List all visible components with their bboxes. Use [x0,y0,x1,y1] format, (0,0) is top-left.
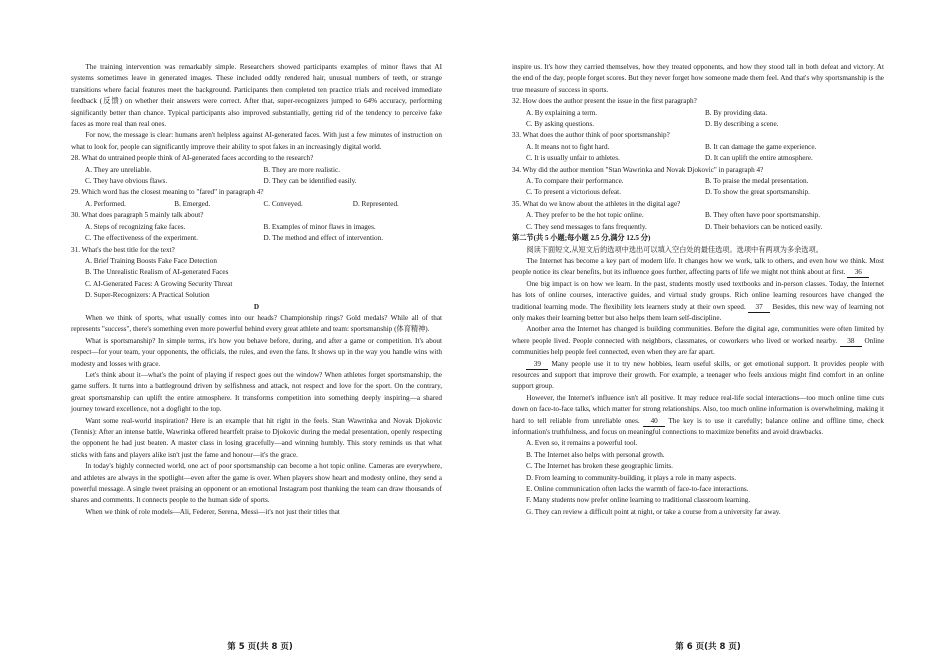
question-31: 31. What's the best title for the text? [71,245,175,254]
question-31-options [71,256,442,302]
passage-d-paragraph: When we think of sports, what usually comes into our heads? Championship rings? Gold medals? While all of that represents "success", there's something even more powerful behind every great athlete and team: sportsmanship (体育精神). [71,313,442,334]
option: D. The method and effect of intervention. [263,234,383,243]
passage-d-paragraph: In today's highly connected world, one act of poor sportsmanship can become a hot topic online. Cameras are everywhere, and athletes are always in the spotlight—even after the game is over. When players show heart and modesty online, they send a powerful message. A single tweet praising an opponent or an emotional Instagram post thanking the team can draw thousands of shares and comments. It connects people to the human side of sports. [71,462,442,505]
passage-c-paragraph: For now, the message is clear: humans aren't helpless against AI-generated faces. With just a few minutes of instruction on what to look for, people can significantly improve their ability to spot fakes in an increasingly digital world. [71,131,442,151]
option: B. It can damage the game experience. [705,142,817,151]
option: A. Steps of recognizing fake faces. [85,222,186,231]
question-28-options [71,165,442,188]
cloze-text: One big impact is on how we learn. In the past, students mostly used textbooks and in-person classes. Today, the Internet has lots of online courses, interactive guides, and virtual study groups. Rich online learning resources have changed the traditional learning mode. The flexibility lets learners study at their own speed. [512,279,884,311]
cloze-text: However, the Internet's influence isn't all positive. It may reduce real-life social interactions—too much online time cuts down on face-to-face talks, which matter for strong relationships. Also, too much online information is overwhelming, making it hard to tell reliable from unreliable ones. [512,393,884,425]
page-5-column [71,62,442,518]
cloze-text: The key is to use it carefully; balance online and offline time, check information's truthfulness, and focus on meaningful connections to maximize benefits and avoid drawbacks. [512,416,884,436]
option: B. They often have poor sportsmanship. [705,211,821,220]
passage-d-paragraph: Want some real-world inspiration? Here is an example that hit right in the feels. Stan Wawrinka and Novak Djokovic (Tennis): After an intense battle, Wawrinka offered heartfelt praise to Djokovic during the medal presentation, openly respecting the opponent he had just beaten. A master class in losing gracefully—and winning humbly. This story reminds us that what sticks with fans and players alike isn't just the fame and honour—it's the grace. [71,416,442,459]
passage-d-paragraph: When we think of role models—Ali, Federer, Serena, Messi—it's not just their titles that [85,507,340,516]
option: D. Their behaviors can be noticed easily. [705,222,823,231]
cloze-text: Another area the Internet has changed is building communities. Before the digital age, communities were often limited by where people lived. People connected with neighbors, classmates, or coworkers who lived or worked nearby. [512,325,884,345]
question-35-options [512,210,884,233]
cloze-paragraph [512,393,884,439]
option: D. By describing a scene. [705,120,779,129]
cloze-text: Many people use it to try new hobbies, learn useful skills, or get emotional support. It provides people with resources and support that improve their growth. For example, a teenager who feels anxious might find comfort in an online support group. [512,359,885,391]
option: C. Conveyed. [263,199,303,208]
option: B. Examples of minor flaws in images. [263,222,376,231]
choice-b: B. The Internet also helps with personal growth. [526,450,665,459]
option: C. By asking questions. [526,120,595,129]
passage-c-paragraph: The training intervention was remarkably simple. Researchers showed participants examples of minor flaws that AI systems sometimes leave in generated images. These included oddly rendered hair, unusual numbers of teeth, or strange transitions where facial features meet the background. Participants then completed ten practice trials and received immediate feedback (反馈) on whether their answers were correct. After that, super-recognizers jumped to 64% accuracy, performing significantly better than chance. Typical participants also improved substantially, getting rid of the tendency to perceive fake faces as more real than real ones. [71,63,442,129]
cloze-paragraph [512,256,884,279]
choice-f: F. Many students now prefer online learning to traditional classroom learning. [526,496,751,505]
question-32-options [512,108,884,131]
option: C. The effectiveness of the experiment. [85,234,198,243]
question-28: 28. What do untrained people think of AI-generated faces according to the research? [71,154,314,163]
question-34: 34. Why did the author mention "Stan Wawrinka and Novak Djokovic" in paragraph 4? [512,165,764,174]
question-29-options [71,199,442,210]
choice-g: G. They can review a difficult point at night, or take a course from a university far away. [526,507,781,516]
option: C. AI-Generated Faces: A Growing Security Threat [85,279,233,288]
blank-38: 38 [840,337,862,347]
option: B. They are more realistic. [263,165,341,174]
choice-d: D. From learning to community-building, it plays a role in many aspects. [526,473,736,482]
option: A. Performed. [85,199,126,208]
question-33: 33. What does the author think of poor sportsmanship? [512,131,670,140]
cloze-text: Besides, this new way of learning not only makes their learning better but also helps them learn self-discipline. [512,302,884,322]
option: C. It is usually unfair to athletes. [526,154,620,163]
question-30-options [71,222,442,245]
option: D. Super-Recognizers: A Practical Solution [85,291,210,300]
page-number-5: 第 5 页(共 8 页) [227,642,293,652]
option: D. It can uplift the entire atmosphere. [705,154,813,163]
section-2-title: 第二节(共 5 小题;每小题 2.5 分,满分 12.5 分) [512,234,651,243]
cloze-paragraph [512,324,884,358]
question-34-options [512,176,884,199]
option: B. The Unrealistic Realism of AI-generated Faces [85,268,229,277]
passage-d-continued: inspire us. It's how they carried themselves, how they treated opponents, and how they stood tall in both defeat and victory. At the end of the day, people forget scores. But they never forget how someone made them feel. And that's why sportsmanship is the true measure of success in sports. [512,63,884,94]
choice-e: E. Online communication often lacks the warmth of face-to-face interactions. [526,485,749,494]
passage-d-paragraph: What is sportsmanship? In simple terms, it's how you behave before, during, and after a game or competition. It's about respect—for your team, your opponents, the officials, the rules, and even the fans. It shows up in the way you handle wins with modesty and losses with grace. [71,336,442,368]
option: B. To praise the medal presentation. [705,177,809,186]
cloze-paragraph [512,359,884,393]
option: A. They prefer to be the hot topic online. [526,211,644,220]
cloze-paragraph [512,279,884,325]
cloze-text: Online communities help people feel connected, even when they are far apart. [512,336,885,357]
choice-a: A. Even so, it remains a powerful tool. [526,439,638,448]
section-2-header [512,233,884,244]
option: A. To compare their performance. [526,177,624,186]
option: C. To present a victorious defeat. [526,188,621,197]
option: D. To show the great sportsmanship. [705,188,810,197]
option: B. By providing data. [705,108,768,117]
cloze-text: The Internet has become a key part of modern life. It changes how we work, talk to others, and even how we think. Most people notice its clear benefits, but its influence goes further, affecting parts of life we might not think about at first. [512,256,884,277]
section-2-instructions: 阅读下面短文,从短文后的选项中选出可以填入空白处的最佳选项。选项中有两项为多余选项。 [526,245,823,254]
option: C. They have obvious flaws. [85,177,168,186]
passage-d-paragraph: Let's think about it—what's the point of playing if respect goes out the window? When athletes forget sportsmanship, the game suffers. It turns into a battleground driven by selfishness and attack, not respect and love for the sport. On the contrary, great sportsmanship can uplift the entire atmosphere. It transforms competition into something deeply inspiring—a shared journey toward excellence, not a dogfight to the top. [71,370,442,414]
blank-36: 36 [847,268,869,278]
question-30: 30. What does paragraph 5 mainly talk about? [71,211,204,220]
section-d-heading: D [253,302,260,311]
blank-37: 37 [748,303,770,313]
option: A. By explaining a term. [526,108,598,117]
question-35: 35. What do we know about the athletes in the digital age? [512,199,681,208]
option: D. Represented. [352,199,399,208]
option: A. Brief Training Boosts Fake Face Detection [85,256,217,265]
question-32: 32. How does the author present the issue in the first paragraph? [512,97,697,106]
choice-c: C. The Internet has broken these geographic limits. [526,462,673,471]
answer-choices [512,438,884,518]
page-6-column [512,62,884,518]
option: D. They can be identified easily. [263,177,357,186]
question-29: 29. Which word has the closest meaning to "fared" in paragraph 4? [71,188,264,197]
option: C. They send messages to fans frequently. [526,222,647,231]
question-33-options [512,142,884,165]
option: B. Emerged. [174,199,211,208]
option: A. They are unreliable. [85,165,152,174]
page-number-6: 第 6 页(共 8 页) [675,642,741,652]
blank-39: 39 [526,360,548,370]
blank-40: 40 [643,417,665,427]
option: A. It means not to fight hard. [526,142,610,151]
